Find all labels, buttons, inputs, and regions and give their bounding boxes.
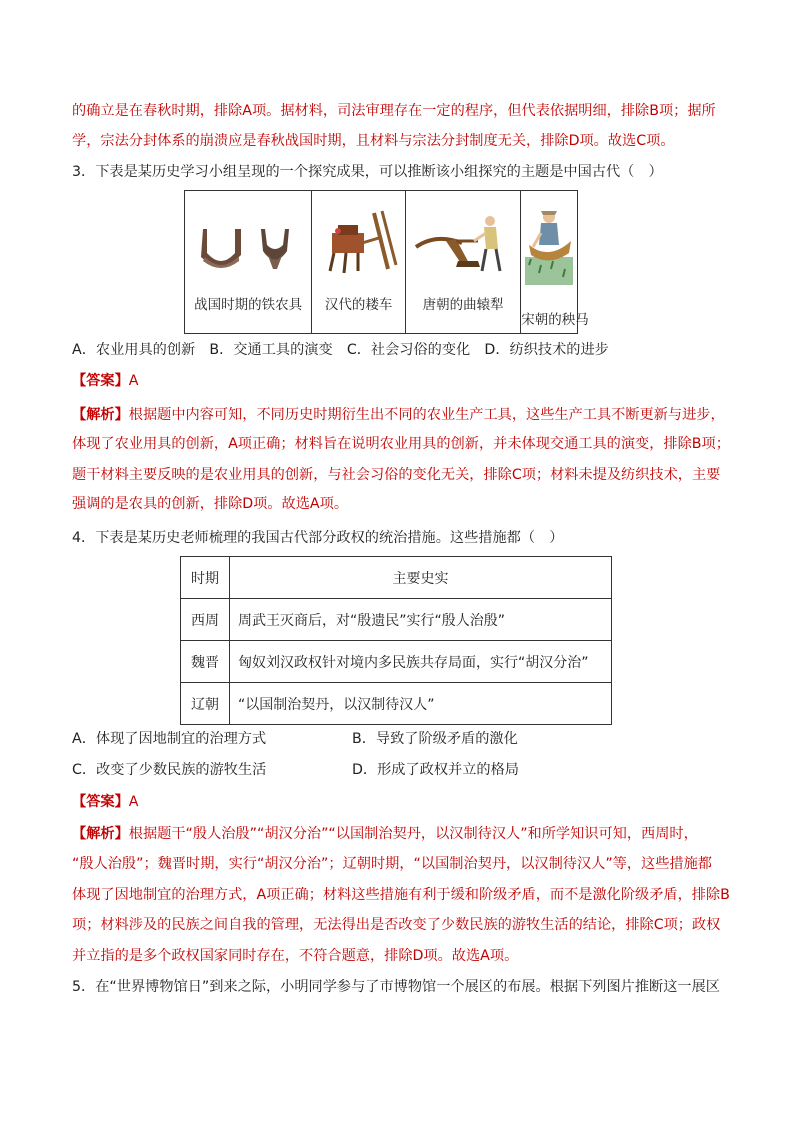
q3-analysis-line-1 [72, 405, 725, 425]
q4-analysis-line-1 [72, 824, 698, 844]
q3-caption-3: 唐朝的曲辕犁 [422, 297, 504, 313]
q4-analysis-tag: 【解析】 [72, 826, 129, 842]
q3-image-table [184, 190, 589, 334]
q4-answer-tag: 【答案】 [72, 794, 129, 810]
q3-caption-4: 宋朝的秧马 [521, 312, 589, 328]
q3-answer-value: A [128, 373, 139, 389]
q3-stem: 3．下表是某历史学习小组呈现的一个探究成果，可以推断该小组探究的主题是中国古代（ ） [72, 164, 663, 180]
q4-option-d: D．形成了政权并立的格局 [352, 762, 519, 778]
q5-stem: 5．在“世界博物馆日”到来之际，小明同学参与了市博物馆一个展区的布展。根据下列图片推断这一展区 [72, 979, 720, 995]
q3-answer-tag: 【答案】 [72, 373, 129, 389]
q4-analysis-line-5: 并立指的是多个政权国家同时存在，不符合题意，排除D项。故选A项。 [72, 948, 519, 964]
q4-analysis-line-3: 体现了因地制宜的治理方式，A项正确；材料这些措施有利于缓和阶级矛盾，而不是激化阶级矛盾，排除B [72, 887, 730, 903]
table-cell-fact: 匈奴刘汉政权针对境内多民族共存局面，实行“胡汉分治” [230, 641, 612, 683]
q4-answer-value: A [128, 794, 139, 810]
table-cell-period: 辽朝 [181, 683, 230, 725]
q4-analysis-line-2: “殷人治殷”；魏晋时期，实行“胡汉分治”；辽朝时期，“以国制治契丹，以汉制待汉人”等，这些措施都 [72, 856, 712, 872]
q4-stem: 4．下表是某历史老师梳理的我国古代部分政权的统治措施。这些措施都（ ） [72, 530, 564, 546]
q4-history-table [180, 556, 612, 725]
table-header-row [181, 557, 612, 599]
rice-seedling-horse-icon [521, 203, 577, 287]
seed-drill-icon [312, 207, 406, 279]
q3-analysis-tag: 【解析】 [72, 407, 129, 423]
q4-analysis-text-1: 根据题干“殷人治殷”“胡汉分治”“以国制治契丹，以汉制待汉人”和所学知识可知，西周时， [128, 826, 698, 842]
q3-image-cell-3 [406, 191, 521, 333]
table-header-facts: 主要史实 [230, 557, 612, 599]
q4-option-c: C．改变了少数民族的游牧生活 [72, 762, 267, 778]
table-cell-period: 西周 [181, 599, 230, 641]
table-row [181, 641, 612, 683]
q4-option-b: B．导致了阶级矛盾的激化 [352, 731, 518, 747]
curved-plough-icon [406, 211, 522, 275]
q3-image-cell-1 [185, 191, 312, 333]
q4-answer [72, 792, 138, 812]
table-cell-fact: “以国制治契丹，以汉制待汉人” [230, 683, 612, 725]
table-row [181, 683, 612, 725]
q3-caption-2: 汉代的耧车 [324, 297, 393, 313]
q4-option-a: A．体现了因地制宜的治理方式 [72, 731, 267, 747]
q3-analysis-text-1: 根据题中内容可知，不同历史时期衍生出不同的农业生产工具，这些生产工具不断更新与进步， [128, 407, 725, 423]
q3-analysis-line-2: 体现了农业用具的创新，A项正确；材料旨在说明农业用具的创新，并未体现交通工具的演变，排除B项； [72, 436, 730, 452]
q3-analysis-line-3: 题干材料主要反映的是农业用具的创新，与社会习俗的变化无关，排除C项；材料未提及纺织技术，主要 [72, 467, 721, 483]
table-cell-period: 魏晋 [181, 641, 230, 683]
q3-image-cell-2 [312, 191, 406, 333]
table-header-period: 时期 [181, 557, 230, 599]
q4-analysis-line-4: 项；材料涉及的民族之间自我的管理，无法得出是否改变了少数民族的游牧生活的结论，排除C项；政权 [72, 917, 721, 933]
iron-farm-tools-icon [185, 223, 313, 273]
q3-caption-1: 战国时期的铁农具 [194, 297, 303, 313]
q3-answer [72, 371, 138, 391]
table-cell-fact: 周武王灭商后，对“殷遗民”实行“殷人治殷” [230, 599, 612, 641]
table-row [181, 599, 612, 641]
q3-options: A．农业用具的创新 B．交通工具的演变 C．社会习俗的变化 D．纺织技术的进步 [72, 342, 609, 358]
prev-analysis-line-2: 学，宗法分封体系的崩溃应是春秋战国时期，且材料与宗法分封制度无关，排除D项。故选C项。 [72, 133, 675, 149]
q3-analysis-line-4: 强调的是农具的创新，排除D项。故选A项。 [72, 496, 349, 512]
prev-analysis-line-1: 的确立是在春秋时期，排除A项。据材料，司法审理存在一定的程序，但代表依据明细，排除B项；据所 [72, 103, 716, 119]
q3-image-cell-4 [521, 191, 589, 333]
